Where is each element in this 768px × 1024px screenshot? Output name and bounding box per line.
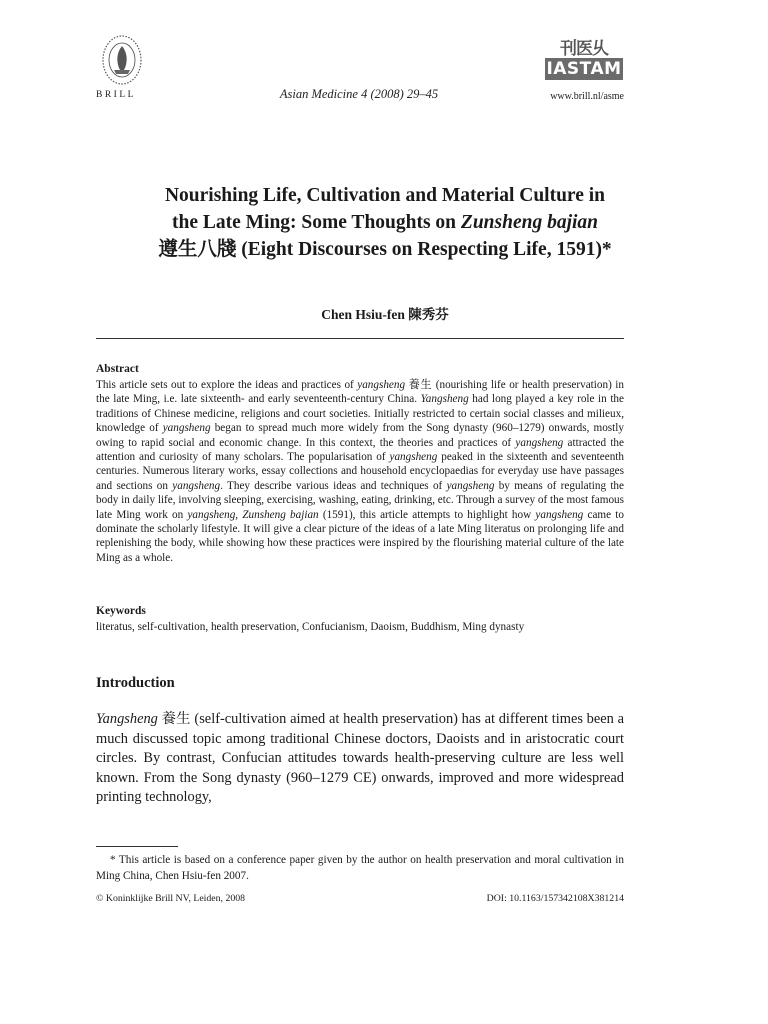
abstract-segment: peaked in the sixteenth and seventeenth centuries. Numerous literary works, essay collections and household encyclopaedias for everyday use have passages and sections on <box>96 451 624 492</box>
seal-icon <box>100 32 144 88</box>
introduction-heading: Introduction <box>96 675 175 691</box>
doi-link[interactable]: DOI: 10.1163/157342108X381214 <box>486 893 624 904</box>
title-line-3 <box>96 236 674 263</box>
publisher-name: BRILL <box>96 90 136 100</box>
iastam-glyphs: 刊医乆 <box>560 38 608 59</box>
brill-seal <box>96 32 148 88</box>
abstract-segment: came to dominate the scholarly lifestyle. It will give a clear picture of the ideas of a late Ming literatus on prolonging life and replenishing the body, while showing how these practices were inspired by the flourishing material culture of the late Ming as a whole. <box>96 508 625 564</box>
abstract-text <box>96 378 624 565</box>
author-name: Chen Hsiu-fen 陳秀芬 <box>321 307 449 322</box>
title-line-2-text: the Late Ming: Some Thoughts on <box>171 212 461 233</box>
abstract-segment: yangsheng <box>446 479 495 492</box>
abstract-segment: attracted the attention and curiosity of many scholars. The popularisation of <box>96 436 624 464</box>
abstract-segment: yangsheng <box>389 451 438 464</box>
keywords-text: literatus, self-cultivation, health preservation, Confucianism, Daoism, Buddhism, Ming dynasty <box>96 621 525 633</box>
abstract-segment: yangsheng, Zunsheng bajian <box>187 508 319 521</box>
footnote-divider <box>96 846 178 847</box>
title-line-2-italic: Zunsheng bajian <box>460 212 598 233</box>
abstract-segment: yangsheng <box>515 436 564 449</box>
header-divider <box>96 338 624 339</box>
title-line-3-text: (Eight Discourses on Respecting Life, 1591)* <box>236 239 612 260</box>
iastam-logo <box>545 36 623 84</box>
abstract-segment: . They describe various ideas and techniques of <box>220 479 447 492</box>
introduction-segment: Yangsheng <box>96 711 158 727</box>
title-line-2 <box>96 209 674 236</box>
introduction-segment: 養生 (self-cultivation aimed at health preservation) has at different times been a much discussed topic among traditional Chinese doctors, Daoists and in aristocratic court circles. By contrast, Confucian attitudes towards health-preserving culture are less well known. From the Song dynasty (960–1279 CE) onwards, improved and more widespread printing technology, <box>96 711 624 806</box>
introduction-text <box>96 710 624 808</box>
abstract-segment: yangsheng <box>357 379 406 391</box>
abstract-segment: had long played a key role in the traditions of Chinese medicine, religions and court societies. Initially restricted to certain social classes and milieux, knowledge of <box>96 393 624 435</box>
iastam-wordmark: IASTAM <box>546 59 622 79</box>
abstract-segment: began to spread much more widely from the Song dynasty (960–1279) onwards, mostly owing to rapid social and economic change. In this context, the theories and practices of <box>96 422 624 449</box>
abstract-segment: 養生 (nourishing life or health preservation) in the late Ming, i.e. late sixteenth- and early seventeenth-century China. <box>96 379 624 406</box>
abstract-segment: This article sets out to explore the ideas and practices of <box>96 379 358 391</box>
article-title <box>96 182 674 263</box>
footnote-text: * This article is based on a conference paper given by the author on health preservation and moral cultivation in Ming China, Chen Hsiu-fen 2007. <box>96 854 624 882</box>
title-line-1: Nourishing Life, Cultivation and Material Culture in <box>164 185 606 206</box>
abstract-segment: yangsheng <box>162 422 211 435</box>
copyright-notice: © Koninklijke Brill NV, Leiden, 2008 <box>96 893 246 904</box>
journal-website-link[interactable]: www.brill.nl/asme <box>550 91 624 102</box>
abstract-segment: yangsheng <box>535 508 584 521</box>
abstract-heading: Abstract <box>96 363 139 375</box>
title-chinese: 遵生八牋 <box>158 239 237 260</box>
abstract-segment: (1591), this article attempts to highlight how <box>318 508 536 521</box>
abstract-segment: by means of regulating the body in daily life, involving sleeping, exercising, washing, eating, drinking, etc. Through a survey of the most famous late Ming work on <box>96 479 624 521</box>
abstract-segment: yangsheng <box>172 479 221 492</box>
abstract-segment: Yangsheng <box>420 393 469 406</box>
journal-citation: Asian Medicine 4 (2008) 29–45 <box>279 87 439 101</box>
keywords-heading: Keywords <box>96 605 146 617</box>
